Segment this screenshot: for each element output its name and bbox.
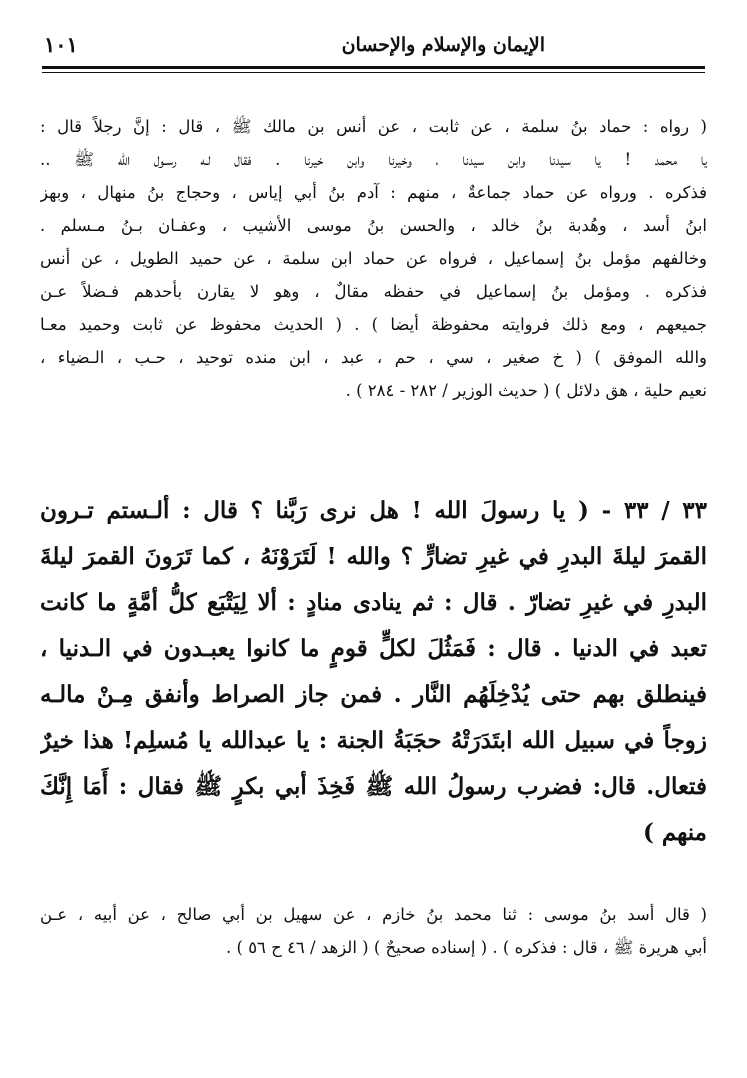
text-line: والله الموفق ) ( خ صغير ، سي ، حم ، عبد ، ابن منده توحيد ، حـب ، الـضياء ، [40,348,707,367]
text-line: فذكره . ومؤمل بنُ إسماعيل في حفظه مقالٌ ، وهو لا يقارن بأحدهم فـضلاً عـن [40,282,707,301]
text-line: نعيم حلية ، هق دلائل ) ( حديث الوزير / ٢٨٢ - ٢٨٤ ) . [345,381,707,400]
text-line: تعبد في الدنيا . قال : فَمَثُلَ لكلٍّ قومٍ ما كانوا يعبـدون في الـدنيا ، [40,635,707,662]
text-line: وخالفهم مؤمل بنُ إسماعيل ، فرواه عن حماد ابن سلمة ، عن حميد الطويل ، عن أنس [40,249,707,268]
text-line: منهم ) [642,819,707,846]
footnote-block-2 [40,898,707,964]
text-line: فذكره . ورواه عن حماد جماعةٌ ، منهم : آدم بنُ أبي إياس ، وحجاج بنُ منهال ، وبهز [40,183,707,202]
page-header [42,28,705,68]
text-line: ٣٣ / ٣٣ - ( يا رسولَ الله ! هل نرى رَبَّنا ؟ قال : ألـستم تـرون [40,497,707,524]
text-line: القمرَ ليلةَ البدرِ في غيرِ تضارٍّ ؟ والله ! لَتَرَوْنَهُ ، كما تَرَونَ القمرَ ليلةَ [40,543,707,570]
header-rule-thin [42,72,705,73]
hadith-main-text [40,488,707,856]
text-line: فينطلق بهم حتى يُدْخِلَهُم النَّار . فمن جاز الصراط وأنفق مِـنْ مالـه [40,681,707,708]
text-line: جميعهم ، ومع ذلك فروايته محفوظة أيضا ) . ( الحديث محفوظ عن ثابت وحميد معـا [40,315,707,334]
page-number: ١٠١ [44,32,78,57]
text-line: ( قال أسد بنُ موسى : ثنا محمد بنُ خازم ، عن سهيل بن أبي صالح ، عن أبيه ، عـن [40,905,707,924]
header-rule-thick [42,66,705,69]
footnote-block-1 [40,110,707,407]
text-line: فتعال. قال: فضرب رسولُ الله ﷺ فَخِذَ أبي بكرٍ ﷺ فقال : أَمَا إِنَّكَ [40,773,707,800]
text-line: زوجاً في سبيل الله ابتَدَرَتْهُ حجَبَةُ الجنة : يا عبدالله يا مُسلِم! هذا خيرٌ [40,727,707,754]
text-line: البدرِ في غيرِ تضارّ . قال : ثم ينادى منادٍ : ألا لِيَتْبَع كلُّ أمَّةٍ ما كانت [40,589,707,616]
text-line: أبي هريرة ﷺ ، قال : فذكره ) . ( إسناده صحيحٌ ) ( الزهد / ٤٦ ح ٥٦ ) . [226,938,707,957]
text-line: يا محمد ! يا سيدنا وابن سيدنا ، وخيرنا وابن خيرنا . فقال لـه رسـول الله ﷺ .. [40,150,707,169]
text-line: ابنُ أسد ، وهُدبة بنُ خالد ، والحسن بنُ موسى الأشيب ، وعفـان بـنُ مـسلم . [40,216,707,235]
text-line: ( رواه : حماد بنُ سلمة ، عن ثابت ، عن أنس بن مالك ﷺ ، قال : إنَّ رجلاً قال : [40,117,707,136]
running-title: الإيمان والإسلام والإحسان [341,34,545,56]
